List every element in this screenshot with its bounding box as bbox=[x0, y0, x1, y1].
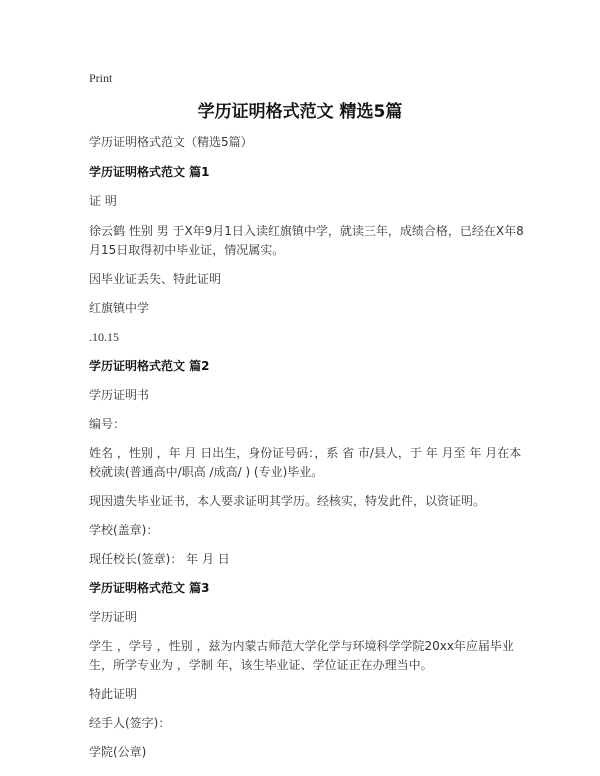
section-1-date: .10.15 bbox=[89, 330, 119, 344]
section-2-line-6: 现任校长(签章)： 年 月 日 bbox=[89, 552, 230, 566]
section-1-line-2: 徐云鹤 性别 男 于X年9月1日入读红旗镇中学，就读三年，成绩合格，已经在X年8月15日取得初中毕业证，情况属实。 bbox=[89, 224, 524, 257]
section-3-line-1: 学历证明 bbox=[89, 610, 138, 624]
section-2-line-1: 学历证明书 bbox=[89, 388, 150, 402]
section-1-line-3: 因毕业证丢失、特此证明 bbox=[89, 272, 222, 286]
section-2-line-3: 姓名 ，性别 ，年 月 日出生，身份证号码：，系 省 市/县人，于 年 月至 年 月在本校就读(普通高中/职高 /成高/ ) (专业)毕业。 bbox=[89, 446, 522, 479]
section-3-heading: 学历证明格式范文 篇3 bbox=[89, 581, 210, 595]
section-2-line-4: 现因遗失毕业证书，本人要求证明其学历。经核实，特发此件，以资证明。 bbox=[89, 494, 486, 508]
section-1-heading: 学历证明格式范文 篇1 bbox=[89, 165, 210, 179]
print-label: Print bbox=[89, 71, 113, 85]
section-3-line-4: 经手人(签字)： bbox=[89, 716, 171, 730]
section-1-line-4: 红旗镇中学 bbox=[89, 301, 150, 315]
section-3-line-3: 特此证明 bbox=[89, 687, 138, 701]
section-2-heading: 学历证明格式范文 篇2 bbox=[89, 359, 210, 373]
document-body bbox=[89, 133, 529, 772]
page-title: 学历证明格式范文 精选5篇 bbox=[197, 102, 403, 122]
section-3-line-2: 学生 ，学号 ，性别 ，兹为内蒙古师范大学化学与环境科学学院20xx年应届毕业生，所学专业为 ，学制 年，该生毕业证、学位证正在办理当中。 bbox=[89, 639, 514, 672]
section-3-line-5: 学院(公章) bbox=[89, 745, 147, 759]
section-2-line-5: 学校(盖章)： bbox=[89, 523, 159, 537]
intro-text: 学历证明格式范文（精选5篇） bbox=[89, 135, 253, 149]
section-1-line-1: 证 明 bbox=[89, 194, 117, 208]
section-2-line-2: 编号： bbox=[89, 417, 126, 431]
